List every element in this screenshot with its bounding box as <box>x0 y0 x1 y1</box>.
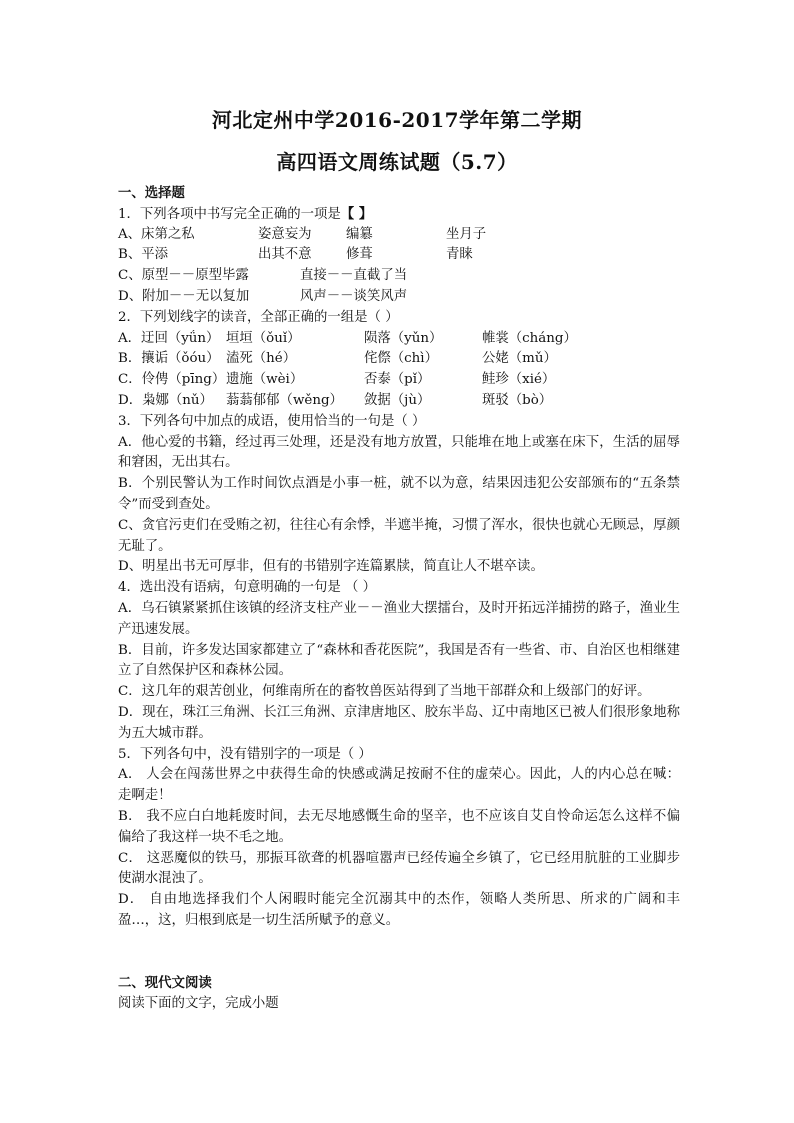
question-4-stem: 4．选出没有语病，句意明确的一句是 （ ） <box>118 580 377 596</box>
question-3-option-d: D、明星出书无可厚非，但有的书错别字连篇累牍，简直让人不堪卒读。 <box>118 559 544 575</box>
document-body <box>118 183 680 1015</box>
question-4-option-c: C．这几年的艰苦创业，何维南所在的畜牧兽医站得到了当地干部群众和上级部门的好评。 <box>118 684 651 700</box>
option-a-word-4: 坐月子 <box>446 226 487 242</box>
reading-c-1: C．伶俜（pīng） <box>118 372 226 388</box>
question-2-option-c <box>118 370 680 391</box>
question-3-option-c: C、贪官污吏们在受贿之初，往往心有余悸，半遮半掩，习惯了浑水，很快也就心无顾忌，厚颜无耻了。 <box>118 517 680 554</box>
reading-a-4: 帷裳（cháng） <box>482 330 577 346</box>
document-title: 河北定州中学2016-2017学年第二学期 <box>211 108 583 132</box>
question-2-stem: 2．下列划线字的读音，全部正确的一组是（ ） <box>118 309 399 325</box>
question-4-option-d: D．现在，珠江三角洲、长江三角洲、京津唐地区、胶东半岛、辽中南地区已被人们很形象地称为五大城市群。 <box>118 704 680 741</box>
reading-a-3: 陨落（yǔn） <box>364 330 443 346</box>
question-5-option-b: B． 我不应白白地耗废时间，去无尽地感慨生命的坚辛，也不应该自艾自怜命运怎么这样不偏偏给了我这样一块不毛之地。 <box>118 808 680 845</box>
question-1-stem <box>118 204 680 225</box>
question-1-option-a <box>118 225 680 246</box>
section-heading-reading: 二、现代文阅读 <box>118 975 212 992</box>
reading-c-2: 遗施（wèi） <box>226 372 304 388</box>
question-3-option-a: A．他心爱的书籍，经过再三处理，还是没有地方放置，只能堆在地上或塞在床下，生活的屈辱和窘困，无出其右。 <box>118 434 680 471</box>
question-2-option-b <box>118 349 680 370</box>
question-5-stem: 5．下列各句中，没有错别字的一项是（ ） <box>118 746 372 762</box>
reading-b-2: 溘死（hé） <box>226 351 297 367</box>
question-5-option-a: A． 人会在闯荡世界之中获得生命的快感或满足按耐不住的虚荣心。因此，人的内心总在喊：走啊走！ <box>118 767 680 804</box>
question-4-option-b: B．目前，许多发达国家都建立了“森林和香花医院”，我国是否有一些省、市、自治区也相继建立了自然保护区和森林公园。 <box>118 642 680 679</box>
option-a-word-2: 姿意妄为 <box>258 226 312 242</box>
question-1-option-c <box>118 266 680 287</box>
question-3-stem: 3．下列各句中加点的成语，使用恰当的一句是（ ） <box>118 413 426 429</box>
reading-c-3: 否泰（pǐ） <box>364 372 431 388</box>
option-b-word-4: 青睐 <box>446 247 473 263</box>
question-2-option-a <box>118 329 680 350</box>
question-5-option-c: C． 这恶魔似的铁马，那振耳欲聋的机器喧嚣声已经传遍全乡镇了，它已经用肮脏的工业脚步使湖水混浊了。 <box>118 850 680 887</box>
section-heading-choice: 一、选择题 <box>118 185 185 201</box>
reading-a-2: 垣垣（ǒuǐ） <box>226 330 301 346</box>
option-b-word-2: 出其不意 <box>258 247 312 263</box>
option-a-word-1: A、床第之私 <box>118 226 195 242</box>
reading-b-3: 侘傺（chì） <box>364 351 438 367</box>
option-d-word-1: D、附加－－无以复加 <box>118 288 250 304</box>
question-1-option-d <box>118 287 680 308</box>
question-5-option-d: D． 自由地选择我们个人闲暇时能完全沉溺其中的杰作，领略人类所思、所求的广阔和丰盈…，这，归根到底是一切生活所赋予的意义。 <box>118 892 680 928</box>
option-b-word-3: 修葺 <box>346 247 373 263</box>
reading-b-1: B．攘诟（ǒóu） <box>118 351 220 367</box>
option-c-word-1: C、原型－－原型毕露 <box>118 268 249 284</box>
answer-bracket: 【 】 <box>340 205 373 222</box>
question-1-stem-text: 1．下列各项中书写完全正确的一项是 <box>118 206 341 222</box>
reading-d-2: 蓊蓊郁郁（wěng） <box>226 392 343 408</box>
document-subtitle: 高四语文周练试题（5.7） <box>276 150 518 174</box>
question-1-option-b <box>118 245 680 266</box>
option-d-word-2: 风声－－谈笑风声 <box>300 288 408 304</box>
question-2-option-d <box>118 391 680 412</box>
question-3-option-b: B．个别民警认为工作时间饮点酒是小事一桩，就不以为意，结果因违犯公安部颁布的“五条禁令”而受到查处。 <box>118 476 680 512</box>
reading-c-4: 鲑珍（xié） <box>482 372 556 388</box>
section-spacer <box>118 932 680 974</box>
reading-d-1: D．枭娜（nǔ） <box>118 392 213 408</box>
question-4-option-a: A．乌石镇紧紧抓住该镇的经济支柱产业－－渔业大摆擂台，及时开拓远洋捕捞的路子，渔业生产迅速发展。 <box>118 600 680 637</box>
reading-d-4: 斑驳（bò） <box>482 392 553 408</box>
option-c-word-2: 直接－－直截了当 <box>300 268 408 284</box>
option-a-word-3: 编簒 <box>346 226 373 242</box>
reading-d-3: 敛据（jù） <box>364 392 431 408</box>
reading-a-1: A．迂回（yǘn） <box>118 330 220 346</box>
option-b-word-1: B、平添 <box>118 247 169 263</box>
reading-b-4: 公姥（mǔ） <box>482 351 557 367</box>
reading-instruction: 阅读下面的文字，完成小题 <box>118 996 279 1012</box>
